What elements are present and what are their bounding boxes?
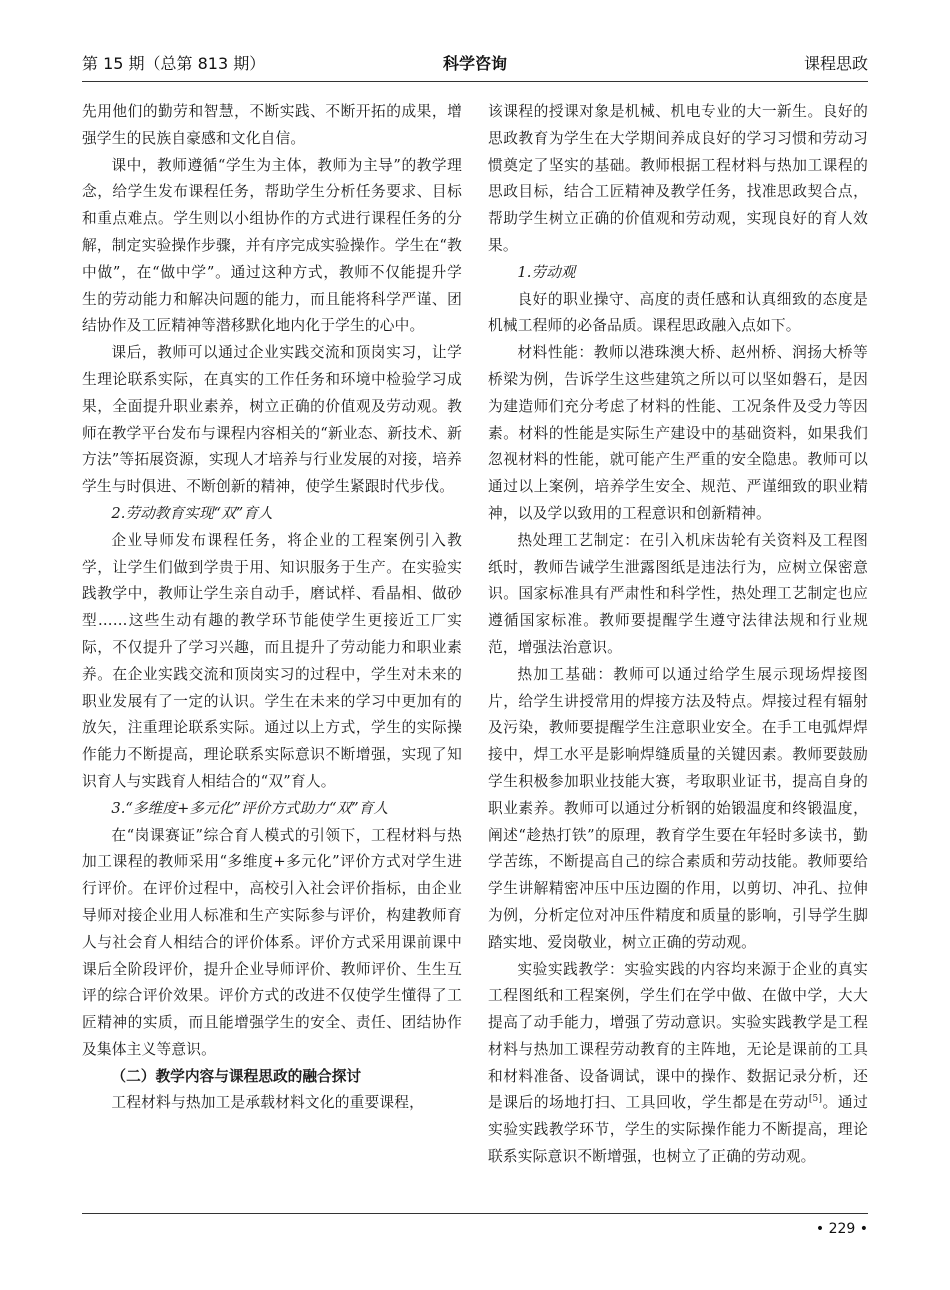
- running-header: [82, 52, 868, 80]
- paragraph-text: 工程材料与热加工是承载材料文化的重要课程，: [111, 1094, 425, 1112]
- paragraph-text: 企业导师发布课程任务，将企业的工程案例引入教学，让学生们做到学贵于用、知识服务于生产。在实验实践教学中，教师让学生亲自动手，磨试样、看晶相、做砂型……这些生动有趣的教学环节能使学生更接近工厂实际，不仅提升了学习兴趣，而且提升了劳动能力和职业素养。在企业实践交流和顶岗实习的过程中，学生对未来的职业发展有了一定的认识。学生在未来的学习中更加有的放矢，注重理论联系实际。通过以上方式，学生的实际操作能力不断提高，理论联系实际意识不断增强，实现了知识育人与实践育人相结合的“双”育人。: [82, 531, 462, 790]
- paragraph: [82, 823, 462, 1064]
- paragraph: [82, 1090, 462, 1117]
- subheading: 1.劳动观: [517, 263, 576, 281]
- header-rule: [82, 81, 868, 82]
- paragraph-text: 在“岗课赛证”综合育人模式的引领下，工程材料与热加工课程的教师采用“多维度+多元化”评价方式对学生进行评价。在评价过程中，高校引入社会评价指标，由企业导师对接企业用人标准和生产实际参与评价，构建教师育人与社会育人相结合的评价体系。评价方式采用课前课中课后全阶段评价，提升企业导师评价、教师评价、生生互评的综合评价效果。评价方式的改进不仅使学生懂得了工匠精神的实质，而且能增强学生的安全、责任、团结协作及集体主义等意识。: [82, 826, 462, 1058]
- paragraph-text: 材料性能：教师以港珠澳大桥、赵州桥、润扬大桥等桥梁为例，告诉学生这些建筑之所以可以坚如磐石，是因为建造师们充分考虑了材料的性能、工况条件及受力等因素。材料的性能是实际生产建设中的基础资料，如果我们忽视材料的性能，就可能产生严重的安全隐患。教师可以通过以上案例，培养学生安全、规范、严谨细致的职业精神，以及学以致用的工程意识和创新精神。: [488, 344, 868, 522]
- paragraph: [82, 99, 462, 153]
- paragraph-text: 实验实践教学：实验实践的内容均来源于企业的真实工程图纸和工程案例，学生们在学中做、在做中学，大大提高了动手能力，增强了劳动意识。实验实践教学是工程材料与热加工课程劳动教育的主阵地，无论是课前的工具和材料准备、设备调试，课中的操作、数据记录分析，还是课后的场地打扫、工具回收，学生都是在劳动: [488, 960, 868, 1112]
- paragraph: [488, 528, 868, 662]
- subheading: 2.劳动教育实现“双”育人: [111, 504, 273, 522]
- section-label: 课程思政: [803, 54, 868, 73]
- paragraph: [488, 957, 868, 1171]
- citation-ref: [5]: [808, 1094, 823, 1105]
- paragraph-text: 良好的职业操守、高度的责任感和认真细致的态度是机械工程师的必备品质。课程思政融入点如下。: [488, 290, 868, 335]
- paragraph: [488, 287, 868, 341]
- paragraph-text: 课后，教师可以通过企业实践交流和顶岗实习，让学生理论联系实际，在真实的工作任务和环境中检验学习成果，全面提升职业素养，树立正确的价值观及劳动观。教师在教学平台发布与课程内容相关的“新业态、新技术、新方法”等拓展资源，实现人才培养与行业发展的对接，培养学生与时俱进、不断创新的精神，使学生紧跟时代步伐。: [82, 344, 462, 496]
- paragraph-text-tail: 。通过实验实践教学环节，学生的实际操作能力不断提高，理论联系实际意识不断增强，也树立了正确的劳动观。: [488, 1094, 869, 1166]
- section-heading: （二）教学内容与课程思政的融合探讨: [111, 1067, 362, 1085]
- issue-label: 第 15 期（总第 813 期）: [82, 54, 266, 73]
- paragraph-text: 该课程的授课对象是机械、机电专业的大一新生。良好的思政教育为学生在大学期间养成良好的学习习惯和劳动习惯奠定了坚实的基础。教师根据工程材料与热加工课程的思政目标，结合工匠精神及教学任务，找准思政契合点，帮助学生树立正确的价值观和劳动观，实现良好的育人效果。: [488, 103, 868, 254]
- subheading: 3.“多维度+多元化”评价方式助力“双”育人: [111, 799, 389, 817]
- left-column: [82, 99, 462, 1117]
- page-number: • 229 •: [815, 1221, 868, 1237]
- footer-rule: [82, 1213, 868, 1214]
- paragraph: [82, 528, 462, 796]
- paragraph-text: 热处理工艺制定：在引入机床齿轮有关资料及工程图纸时，教师告诫学生泄露图纸是违法行为，应树立保密意识。国家标准具有严肃性和科学性，热处理工艺制定也应遵循国家标准。教师要提醒学生遵守法律法规和行业规范，增强法治意识。: [488, 531, 868, 656]
- paragraph-text: 先用他们的勤劳和智慧，不断实践、不断开拓的成果，增强学生的民族自豪感和文化自信。: [82, 103, 462, 147]
- paragraph-text: 课中，教师遵循“学生为主体，教师为主导”的教学理念，给学生发布课程任务，帮助学生分析任务要求、目标和重点难点。学生则以小组协作的方式进行课程任务的分解，制定实验操作步骤，并有序完成实验操作。学生在“教中做”，在“做中学”。通过这种方式，教师不仅能提升学生的劳动能力和解决问题的能力，而且能将科学严谨、团结协作及工匠精神等潜移默化地内化于学生的心中。: [82, 156, 462, 335]
- paragraph: [82, 153, 462, 341]
- paragraph: [488, 340, 868, 528]
- paragraph: [488, 99, 868, 260]
- journal-title: 科学咨询: [442, 54, 508, 73]
- right-column: [488, 99, 868, 1171]
- paragraph-text: 热加工基础：教师可以通过给学生展示现场焊接图片，给学生讲授常用的焊接方法及特点。焊接过程有辐射及污染，教师要提醒学生注意职业安全。在手工电弧焊焊接中，焊工水平是影响焊缝质量的关键因素。教师要鼓励学生积极参加职业技能大赛，考取职业证书，提高自身的职业素养。教师可以通过分析钢的始锻温度和终锻温度，阐述“趁热打铁”的原理，教育学生要在年轻时多读书，勤学苦练，不断提高自己的综合素质和劳动技能。教师要给学生讲解精密冲压中压边圈的作用，以剪切、冲孔、拉伸为例，分析定位对冲压件精度和质量的影响，引导学生脚踏实地、爱岗敬业，树立正确的劳动观。: [488, 665, 868, 951]
- paragraph: [82, 340, 462, 501]
- paragraph: [488, 662, 868, 957]
